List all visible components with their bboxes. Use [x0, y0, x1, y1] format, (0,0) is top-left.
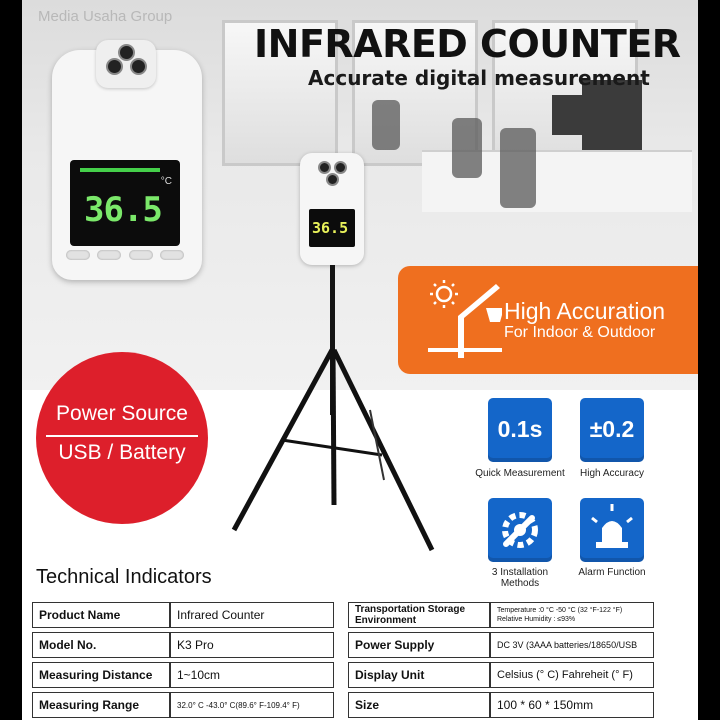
sun-lamp-icon	[428, 278, 502, 360]
spec-key: Product Name	[32, 602, 170, 628]
display-screen	[70, 160, 180, 246]
feature-label: 3 Installation Methods	[491, 567, 549, 589]
monitor	[552, 95, 586, 135]
high-accuration-callout	[398, 266, 698, 374]
spec-value: K3 Pro	[170, 632, 334, 658]
product-banner	[22, 0, 698, 720]
device-key	[160, 250, 184, 260]
table-row	[348, 662, 654, 688]
table-row	[348, 632, 654, 658]
high-accuracy-icon	[580, 398, 644, 462]
power-title: Power Source	[56, 402, 188, 425]
device-key	[66, 250, 90, 260]
sensor-lens-icon	[334, 161, 347, 174]
display-screen	[309, 209, 355, 247]
spec-key: Transportation Storage Environment	[348, 602, 490, 628]
feature-label: Quick Measurement	[475, 468, 565, 479]
sensor-lens-icon	[106, 58, 123, 75]
divider	[46, 435, 198, 437]
section-title: Technical Indicators	[36, 566, 212, 588]
spec-value: 1~10cm	[170, 662, 334, 688]
table-row	[348, 602, 654, 628]
feature-icon-text: ±0.2	[589, 416, 635, 442]
quick-measurement-icon	[488, 398, 552, 462]
sensor-lens-icon	[326, 173, 339, 186]
chair	[452, 118, 482, 178]
watermark: Media Usaha Group	[38, 8, 173, 25]
alarm-light-icon	[580, 498, 644, 562]
spec-value: 100 * 60 * 150mm	[490, 692, 654, 718]
page-subtitle: Accurate digital measurement	[308, 66, 650, 90]
thermometer-device-large	[52, 50, 202, 280]
table-row	[348, 692, 654, 718]
wrench-gear-icon	[488, 498, 552, 562]
chair	[500, 128, 536, 208]
spec-table-left	[32, 598, 334, 720]
spec-value: Infrared Counter	[170, 602, 334, 628]
table-row	[32, 632, 334, 658]
alarm-light-icon	[580, 498, 644, 562]
callout-subtitle: For Indoor & Outdoor	[504, 324, 656, 341]
device-key	[129, 250, 153, 260]
status-bar	[80, 168, 160, 172]
spec-value: Celsius (° C) Fahreheit (° F)	[490, 662, 654, 688]
spec-table-right	[348, 598, 654, 720]
sensor-lens-icon	[118, 44, 135, 61]
monitor	[582, 80, 642, 150]
temperature-reading: 36.5	[84, 190, 162, 230]
wrench-gear-icon	[488, 498, 552, 562]
feature-icon-text: 0.1s	[497, 416, 543, 442]
page-title: INFRARED COUNTER	[254, 22, 681, 66]
thermometer-device-small	[300, 153, 364, 265]
power-source-badge	[36, 352, 208, 524]
sensor-lens-icon	[318, 161, 331, 174]
spec-key: Measuring Distance	[32, 662, 170, 688]
callout-title: High Accuration	[504, 298, 666, 324]
device-key	[97, 250, 121, 260]
chair	[372, 100, 400, 150]
device-buttons	[66, 250, 184, 260]
spec-value: 32.0° C -43.0° C(89.6° F-109.4° F)	[170, 692, 334, 718]
spec-key: Measuring Range	[32, 692, 170, 718]
temperature-reading: 36.5	[312, 219, 349, 237]
spec-value: DC 3V (3AAA batteries/18650/USB	[490, 632, 654, 658]
table-row	[32, 662, 334, 688]
feature-label: High Accuracy	[580, 468, 644, 479]
table-row	[32, 692, 334, 718]
spec-value: Temperature :0 °C -50 °C (32 °F-122 °F) Relative Humidity : ≤93%	[490, 602, 654, 628]
spec-key: Display Unit	[348, 662, 490, 688]
table-row	[32, 602, 334, 628]
spec-key: Model No.	[32, 632, 170, 658]
spec-key: Power Supply	[348, 632, 490, 658]
unit-label: °C	[160, 176, 172, 187]
sensor-lens-icon	[130, 58, 147, 75]
sensor-head	[96, 40, 156, 88]
feature-label: Alarm Function	[578, 567, 646, 578]
power-value: USB / Battery	[58, 441, 186, 464]
spec-key: Size	[348, 692, 490, 718]
